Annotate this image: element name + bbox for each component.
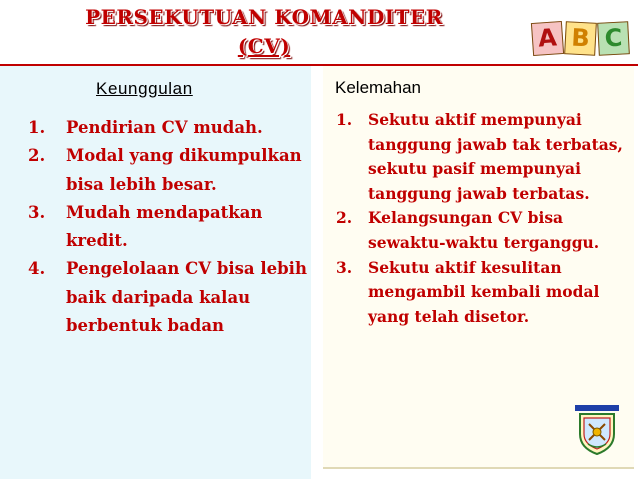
advantages-list — [28, 114, 308, 340]
item-text: Sekutu aktif mempunyai tanggung jawab tak terbatas, sekutu pasif mempunyai tanggung jawab terbatas. — [368, 110, 623, 203]
item-number: 3. — [28, 202, 46, 222]
item-number: 3. — [336, 257, 353, 277]
list-item — [336, 256, 634, 330]
title-line-2: (CV) — [237, 34, 291, 58]
item-number: 1. — [336, 110, 353, 129]
list-item — [28, 255, 308, 340]
list-item — [28, 114, 308, 142]
item-number: 1. — [28, 118, 46, 137]
item-number: 2. — [28, 146, 46, 166]
item-number: 4. — [28, 259, 46, 279]
disadvantages-heading: Kelemahan — [335, 78, 422, 97]
abc-blocks-logo — [532, 22, 632, 58]
item-text: Pendirian CV mudah. — [66, 118, 263, 137]
list-item — [336, 108, 634, 206]
school-crest-icon — [574, 404, 620, 456]
advantages-panel — [0, 66, 311, 479]
list-item — [336, 206, 634, 255]
item-text: Mudah mendapatkan kredit. — [66, 202, 263, 251]
letter-block-c: C — [597, 21, 630, 56]
slide-title — [0, 3, 528, 63]
item-text: Kelangsungan CV bisa sewaktu-waktu terganggu. — [368, 208, 600, 252]
advantages-heading: Keunggulan — [96, 79, 193, 98]
list-item — [28, 142, 308, 199]
disadvantages-list — [336, 108, 634, 329]
item-text: Modal yang dikumpulkan bisa lebih besar. — [66, 146, 302, 194]
item-number: 2. — [336, 208, 353, 228]
letter-block-a: A — [531, 21, 564, 56]
letter-block-b: B — [564, 21, 597, 56]
item-text: Sekutu aktif kesulitan mengambil kembali modal yang telah disetor. — [368, 257, 600, 326]
title-line-1: PERSEKUTUAN KOMANDITER — [85, 5, 443, 29]
item-text: Pengelolaan CV bisa lebih baik daripada kalau berbentuk badan — [66, 259, 307, 336]
list-item — [28, 199, 308, 256]
